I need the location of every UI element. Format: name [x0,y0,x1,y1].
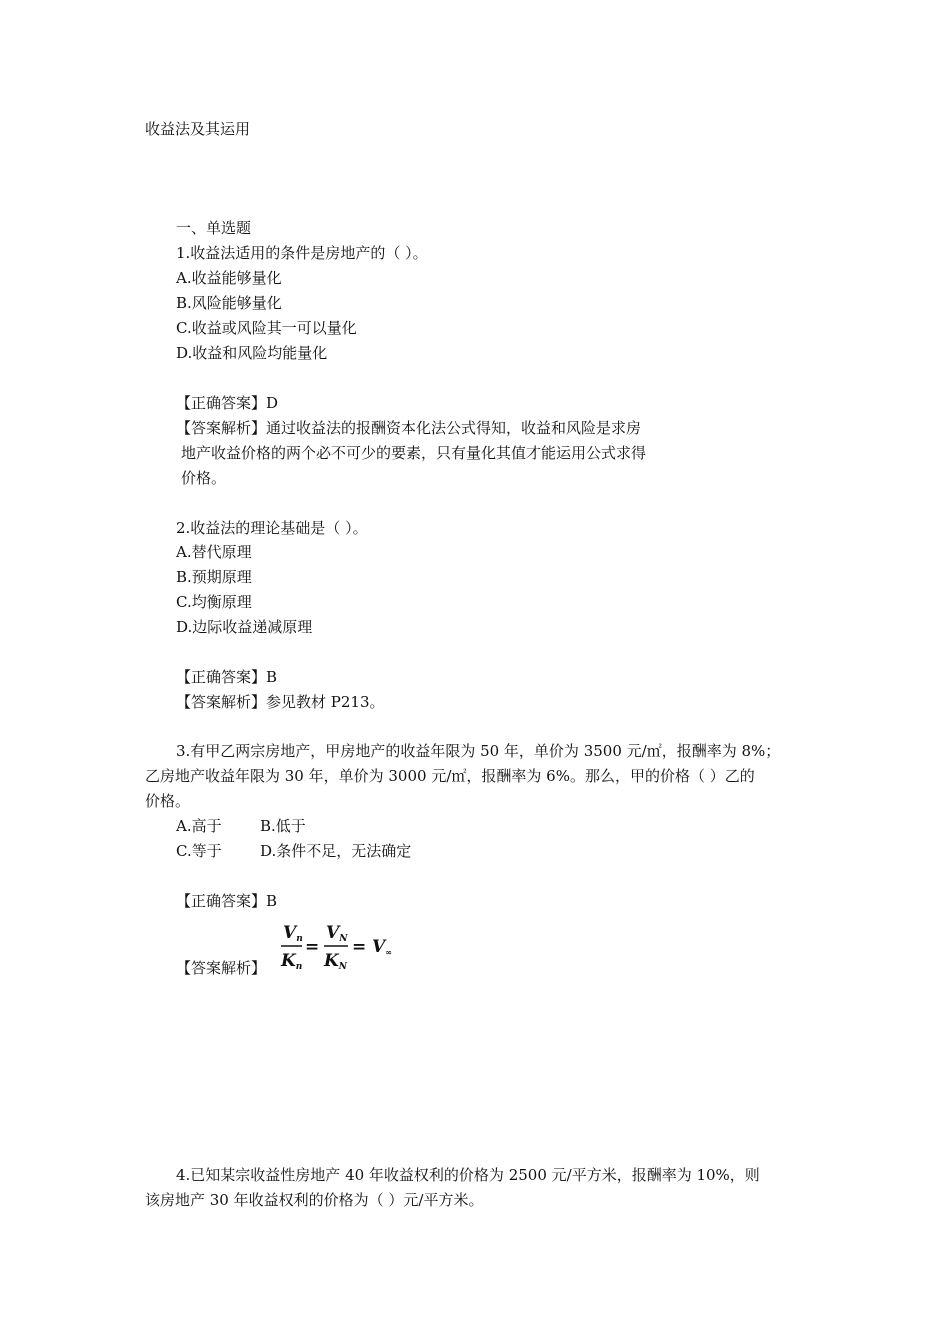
q2-option-c: C.均衡原理 [176,593,252,611]
q1-explanation-line-1: 【答案解析】通过收益法的报酬资本化法公式得知，收益和风险是求房 [176,419,642,437]
q3-stem-line-2: 乙房地产收益年限为 30 年，单价为 3000 元/㎡，报酬率为 6%。那么，甲的价格（ ）乙的 [145,767,755,785]
q1-option-a: A.收益能够量化 [176,269,282,287]
formula-num2: VN [326,923,348,944]
formula-num1: Vn [283,923,303,944]
q1-explanation-line-3: 价格。 [181,469,227,487]
q3-formula [280,920,400,980]
q3-option-d: D.条件不足，无法确定 [260,842,412,860]
q1-stem: 1.收益法适用的条件是房地产的（ ）。 [176,244,428,262]
q3-option-b: B.低于 [260,817,306,835]
page-title: 收益法及其运用 [145,120,251,138]
q3-stem-line-1: 3.有甲乙两宗房地产，甲房地产的收益年限为 50 年，单价为 3500 元/㎡，报酬率为 8%； [176,742,781,760]
q1-option-d: D.收益和风险均能量化 [176,344,328,362]
q4-stem-line-2: 该房地产 30 年收益权利的价格为（ ）元/平方米。 [145,1191,484,1209]
formula-den2: KN [324,951,348,972]
q2-option-a: A.替代原理 [176,543,252,561]
q3-options-row-2 [176,841,412,861]
formula-rhs: V∞ [372,937,392,957]
q3-stem-line-3: 价格。 [145,792,191,810]
q3-answer: 【正确答案】B [176,892,278,910]
q3-explanation-label: 【答案解析】 [176,959,267,977]
q3-options-row-1 [176,816,306,836]
q2-option-b: B.预期原理 [176,568,252,586]
section-heading: 一、单选题 [176,219,252,237]
q1-answer: 【正确答案】D [176,394,279,412]
formula-den1: Kn [281,951,303,972]
q4-stem-line-1: 4.已知某宗收益性房地产 40 年收益权利的价格为 2500 元/平方米，报酬率为 10%，则 [176,1166,760,1184]
q1-option-b: B.风险能够量化 [176,294,282,312]
q3-option-c: C.等于 [176,842,222,860]
q2-stem: 2.收益法的理论基础是（ ）。 [176,519,368,537]
q2-explanation: 【答案解析】参见教材 P213。 [176,693,385,711]
q1-option-c: C.收益或风险其一可以量化 [176,319,357,337]
formula-equals-1: = [305,937,320,957]
q2-answer: 【正确答案】B [176,668,278,686]
q2-option-d: D.边际收益递减原理 [176,618,313,636]
q1-explanation-line-2: 地产收益价格的两个必不可少的要素，只有量化其值才能运用公式求得 [181,444,647,462]
q3-option-a: A.高于 [176,817,222,835]
formula-equals-2: = [352,937,367,957]
